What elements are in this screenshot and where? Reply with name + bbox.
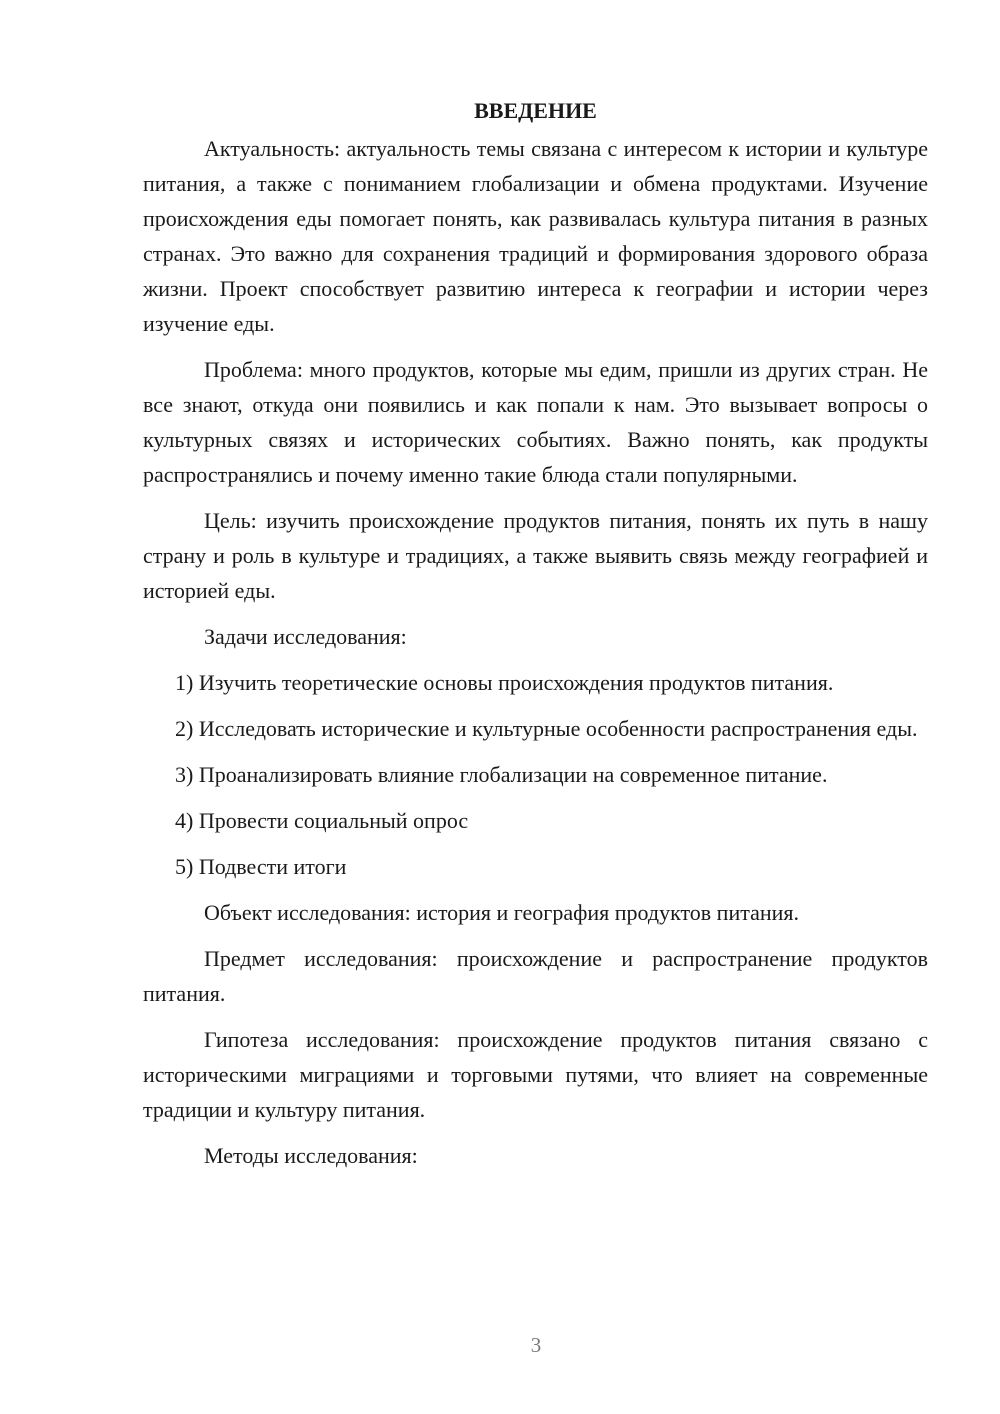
task-item: 3) Проанализировать влияние глобализации на современное питание.	[175, 762, 828, 787]
paragraph-hypothesis: Гипотеза исследования: происхождение продуктов питания связано с историческими миграциями и торговыми путями, что влияет на современные традиции и культуру питания.	[143, 1027, 928, 1122]
paragraph-goal: Цель: изучить происхождение продуктов питания, понять их путь в нашу страну и роль в культуре и традициях, а также выявить связь между географией и историей еды.	[143, 508, 928, 603]
task-item: 2) Исследовать исторические и культурные особенности распространения еды.	[175, 716, 918, 741]
task-item: 4) Провести социальный опрос	[175, 808, 469, 833]
page-number: 3	[530, 1333, 542, 1357]
paragraph-relevance: Актуальность: актуальность темы связана с интересом к истории и культуре питания, а также с пониманием глобализации и обмена продуктами. Изучение происхождения еды помогает понять, как развивалась культура питания в разных странах. Это важно для сохранения традиций и формирования здорового образа жизни. Проект способствует развитию интереса к географии и истории через изучение еды.	[143, 136, 928, 336]
task-item: 1) Изучить теоретические основы происхождения продуктов питания.	[175, 670, 834, 695]
document-page	[143, 95, 928, 1184]
paragraph-object: Объект исследования: история и география продуктов питания.	[204, 900, 800, 925]
section-title: ВВЕДЕНИЕ	[474, 98, 597, 123]
paragraph-subject: Предмет исследования: происхождение и распространение продуктов питания.	[143, 946, 928, 1006]
tasks-heading: Задачи исследования:	[204, 624, 407, 649]
methods-heading: Методы исследования:	[204, 1143, 418, 1168]
paragraph-problem: Проблема: много продуктов, которые мы едим, пришли из других стран. Не все знают, откуда они появились и как попали к нам. Это вызывает вопросы о культурных связях и исторических событиях. Важно понять, как продукты распространялись и почему именно такие блюда стали популярными.	[143, 357, 928, 487]
task-item: 5) Подвести итоги	[175, 854, 347, 879]
